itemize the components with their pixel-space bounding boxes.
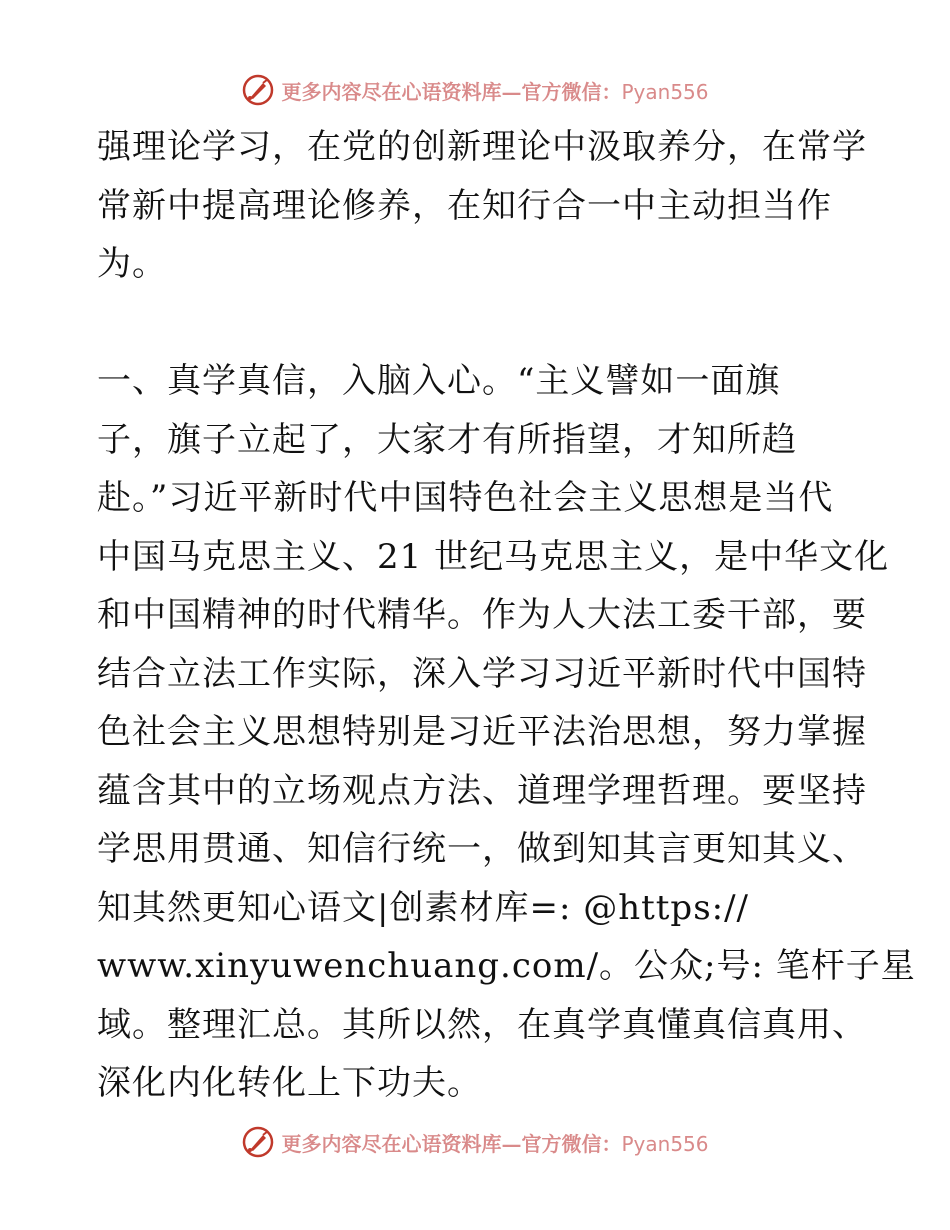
paragraph-1: [97, 118, 867, 294]
text-line: www.xinyuwenchuang.com/。公众;号: 笔杆子星: [97, 946, 916, 986]
text-line: 一、真学真信，入脑入心。“主义譬如一面旗: [97, 361, 781, 401]
text-line: 中国马克思主义、21 世纪马克思主义，是中华文化: [97, 536, 890, 577]
paragraph-2: [97, 352, 916, 1113]
quill-pen-logo-icon: [241, 1125, 275, 1159]
text-line: 学思用贯通、知信行统一，做到知其言更知其义、: [97, 829, 867, 869]
header-banner-wechat-id: Pyan556: [621, 79, 709, 104]
text-line: 赴。”习近平新时代中国特色社会主义思想是当代: [97, 478, 834, 518]
text-line: 深化内化转化上下功夫。: [97, 1063, 482, 1103]
text-line: 子，旗子立起了，大家才有所指望，才知所趋: [97, 419, 797, 460]
quill-pen-logo-icon: [241, 73, 275, 107]
document-body: [97, 118, 916, 1113]
text-line: 结合立法工作实际，深入学习习近平新时代中国特: [97, 653, 867, 694]
text-line: 蕴含其中的立场观点方法、道理学理哲理。要坚持: [97, 770, 867, 811]
text-line: 色社会主义思想特别是习近平法治思想，努力掌握: [97, 712, 867, 752]
footer-banner: [0, 1124, 950, 1160]
text-line: 知其然更知心语文|创素材库=: @https://: [97, 887, 750, 928]
header-banner: [0, 72, 950, 108]
text-line: 域。整理汇总。其所以然，在真学真懂真信真用、: [97, 1004, 867, 1045]
text-line: 常新中提高理论修养，在知行合一中主动担当作: [97, 185, 832, 226]
text-line: 为。: [97, 244, 167, 284]
text-line: 和中国精神的时代精华。作为人大法工委干部，要: [97, 595, 867, 635]
header-banner-text: [281, 76, 708, 105]
paragraph-spacer: [97, 294, 867, 353]
text-line: 强理论学习，在党的创新理论中汲取养分，在常学: [97, 127, 867, 167]
footer-banner-label: 更多内容尽在心语资料库—官方微信：: [281, 1131, 622, 1156]
footer-banner-wechat-id: Pyan556: [621, 1131, 709, 1156]
header-banner-label: 更多内容尽在心语资料库—官方微信：: [281, 79, 622, 104]
footer-banner-text: [281, 1128, 708, 1157]
